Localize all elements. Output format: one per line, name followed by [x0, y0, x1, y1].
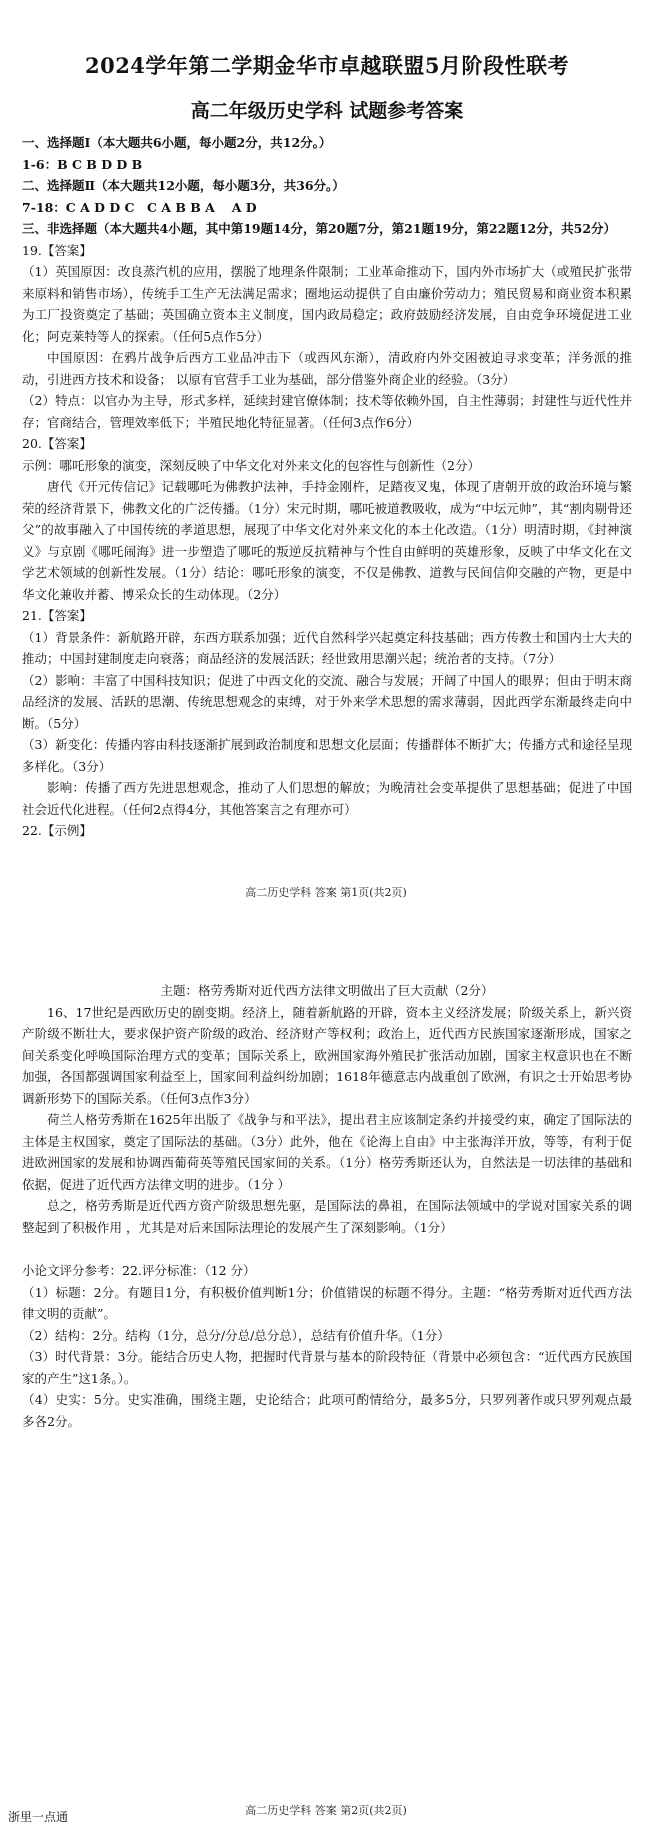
scoring-line-1: （2）结构：2分。结构（1分，总分/分总/总分总），总结有价值升华。（1分） [22, 1327, 450, 1343]
page1-line-5: 19.【答案】 [22, 242, 92, 258]
page2-line-1: 16、17世纪是西欧历史的剧变期。经济上，随着新航路的开辟，资本主义经济发展；阶级关系上，新兴资产阶级不断壮大，要求保护资产阶级的政治、经济财产等权利；政治上，近代西方民族国家逐渐形成，国家之间关系变化呼唤国际治理方式的变革；国际关系上，欧洲国家海外殖民扩张活动加剧，国家主权意识也在不断加强，各国都强调国家利益至上，国家间利益纠纷加剧；1618年德意志内战重创了欧洲，有识之士开始思考协调新形势下的国际关系。（任何3点作3分） [22, 1004, 632, 1106]
page2-footer: 高二历史学科 答案 第2页(共2页) [245, 1804, 407, 1817]
page1-line-10: 示例：哪吒形象的演变，深刻反映了中华文化对外来文化的包容性与创新性（2分） [22, 457, 480, 473]
page1-answer-body [22, 132, 632, 842]
scoring-line-0: （1）标题：2分。有题目1分，有积极价值判断1分；价值错误的标题不得分。主题：“格劳秀斯对近代西方法律文明的贡献”。 [22, 1284, 632, 1321]
page1-line-4: 三、非选择题（本大题共4小题，其中第19题14分，第20题7分，第21题19分，第22题12分，共52分） [22, 221, 617, 236]
page2-line-2: 荷兰人格劳秀斯在1625年出版了《战争与和平法》，提出君主应该制定条约并接受约束，确定了国际法的主体是主权国家，奠定了国际法的基础。（3分）此外，他在《论海上自由》中主张海洋开放，等等，有利于促进欧洲国家的发展和协调西葡荷英等殖民国家间的关系。（1分）格劳秀斯还认为，自然法是一切法律的基础和依据，促进了近代西方法律文明的进步。（1分 ） [22, 1112, 632, 1192]
scoring-line-2: （3）时代背景：3分。能结合历史人物，把握时代背景与基本的阶段特征（背景中必须包含：“近代西方民族国家的产生”这1条。）。 [22, 1349, 632, 1386]
page1-line-14: （2）影响：丰富了中国科技知识；促进了中西文化的交流、融合与发展；开阔了中国人的眼界；但由于明末商品经济的发展、活跃的思潮、传统思想观念的束缚，对于外来学术思想的需求薄弱，因此西学东渐最终走向中断。（5分） [22, 672, 632, 731]
page1-line-8: （2）特点：以官办为主导，形式多样，延续封建官僚体制；技术等依赖外国，自主性薄弱；封建性与近代性并存；官商结合，管理效率低下；半殖民地化特征显著。（任何3点作6分） [22, 393, 632, 430]
scoring-title: 小论文评分参考：22.评分标准：（12 分） [22, 1263, 256, 1278]
answer-page-1 [0, 0, 652, 920]
page2-content [22, 980, 632, 1432]
page2-line-0: 主题：格劳秀斯对近代西方法律文明做出了巨大贡献（2分） [160, 983, 494, 998]
page1-line-9: 20.【答案】 [22, 436, 92, 451]
exam-title: 2024学年第二学期金华市卓越联盟5月阶段性联考 [84, 53, 570, 78]
page1-line-0: 一、选择题Ⅰ（本大题共6小题，每小题2分，共12分。） [22, 135, 332, 150]
scoring-criteria [22, 1282, 632, 1433]
page1-line-16: 影响：传播了西方先进思想观念，推动了人们思想的解放；为晚清社会变革提供了思想基础；促进了中国社会近代化进程。（任何2点得4分，其他答案言之有理亦可） [22, 780, 632, 817]
page1-content [22, 50, 632, 842]
watermark-text: 浙里一点通 [8, 1810, 69, 1824]
essay-sample [22, 980, 632, 1238]
page1-line-17: 22.【示例】 [22, 823, 92, 838]
page1-line-1: 1-6：B C B D D B [22, 156, 143, 172]
page1-line-2: 二、选择题Ⅱ（本大题共12小题，每小题3分，共36分。） [22, 178, 345, 193]
page1-line-3: 7-18：C A D D C C A B B A A D [22, 199, 257, 215]
page1-line-15: （3）新变化：传播内容由科技逐渐扩展到政治制度和思想文化层面；传播群体不断扩大；传播方式和途径呈现多样化。（3分） [22, 737, 632, 774]
page1-line-11: 唐代《开元传信记》记载哪吒为佛教护法神，手持金刚杵，足踏夜叉鬼，体现了唐朝开放的政治环境与繁荣的经济背景下，佛教文化的广泛传播。（1分）宋元时期，哪吒被道教吸收，成为“中坛元帅”，其“割肉剔骨还父”的故事融入了中国传统的孝道思想，展现了中华文化对外来文化的本土化改造。（1分）明清时期，《封神演义》与京剧《哪吒闹海》进一步塑造了哪吒的叛逆反抗精神与个性自由鲜明的英雄形象，反映了中华文化在文学艺术领域的创新性发展。（1分）结论：哪吒形象的演变，不仅是佛教、道教与民间信仰交融的产物，更是中华文化兼收并蓄、博采众长的生动体现。（2分） [22, 479, 632, 602]
page1-line-13: （1）背景条件：新航路开辟，东西方联系加强；近代自然科学兴起奠定科技基础；西方传教士和国内士大夫的推动；中国封建制度走向衰落；商品经济的发展活跃；经世致用思潮兴起；统治者的支持。（7分） [22, 629, 632, 666]
page1-line-7: 中国原因：在鸦片战争后西方工业品冲击下（或西风东渐），清政府内外交困被迫寻求变革；洋务派的推动，引进西方技术和设备； 以原有官营手工业为基础，部分借鉴外商企业的经验。（3分） [22, 350, 632, 387]
page1-line-6: （1）英国原因：改良蒸汽机的应用，摆脱了地理条件限制；工业革命推动下，国内外市场扩大（或殖民扩张带来原料和销售市场），传统手工生产无法满足需求；圈地运动提供了自由廉价劳动力；殖民贸易和商业资本积累为工厂投资奠定了基础；英国确立资本主义制度，国内政局稳定；政府鼓励经济发展，自由竞争环境促进工业化；阿克莱特等人的探索。（任何5点作5分） [22, 264, 632, 344]
page1-footer: 高二历史学科 答案 第1页(共2页) [245, 886, 407, 899]
answer-page-2 [0, 920, 652, 1842]
exam-subtitle: 高二年级历史学科 试题参考答案 [190, 100, 464, 122]
page1-line-12: 21.【答案】 [22, 608, 92, 623]
scoring-line-3: （4）史实：5分。史实准确，围绕主题，史论结合；此项可酌情给分，最多5分，只罗列著作或只罗列观点最多各2分。 [22, 1392, 632, 1429]
page2-line-3: 总之，格劳秀斯是近代西方资产阶级思想先驱，是国际法的鼻祖，在国际法领域中的学说对国家关系的调整起到了积极作用 ，尤其是对后来国际法理论的发展产生了深刻影响。（1分） [22, 1198, 632, 1235]
